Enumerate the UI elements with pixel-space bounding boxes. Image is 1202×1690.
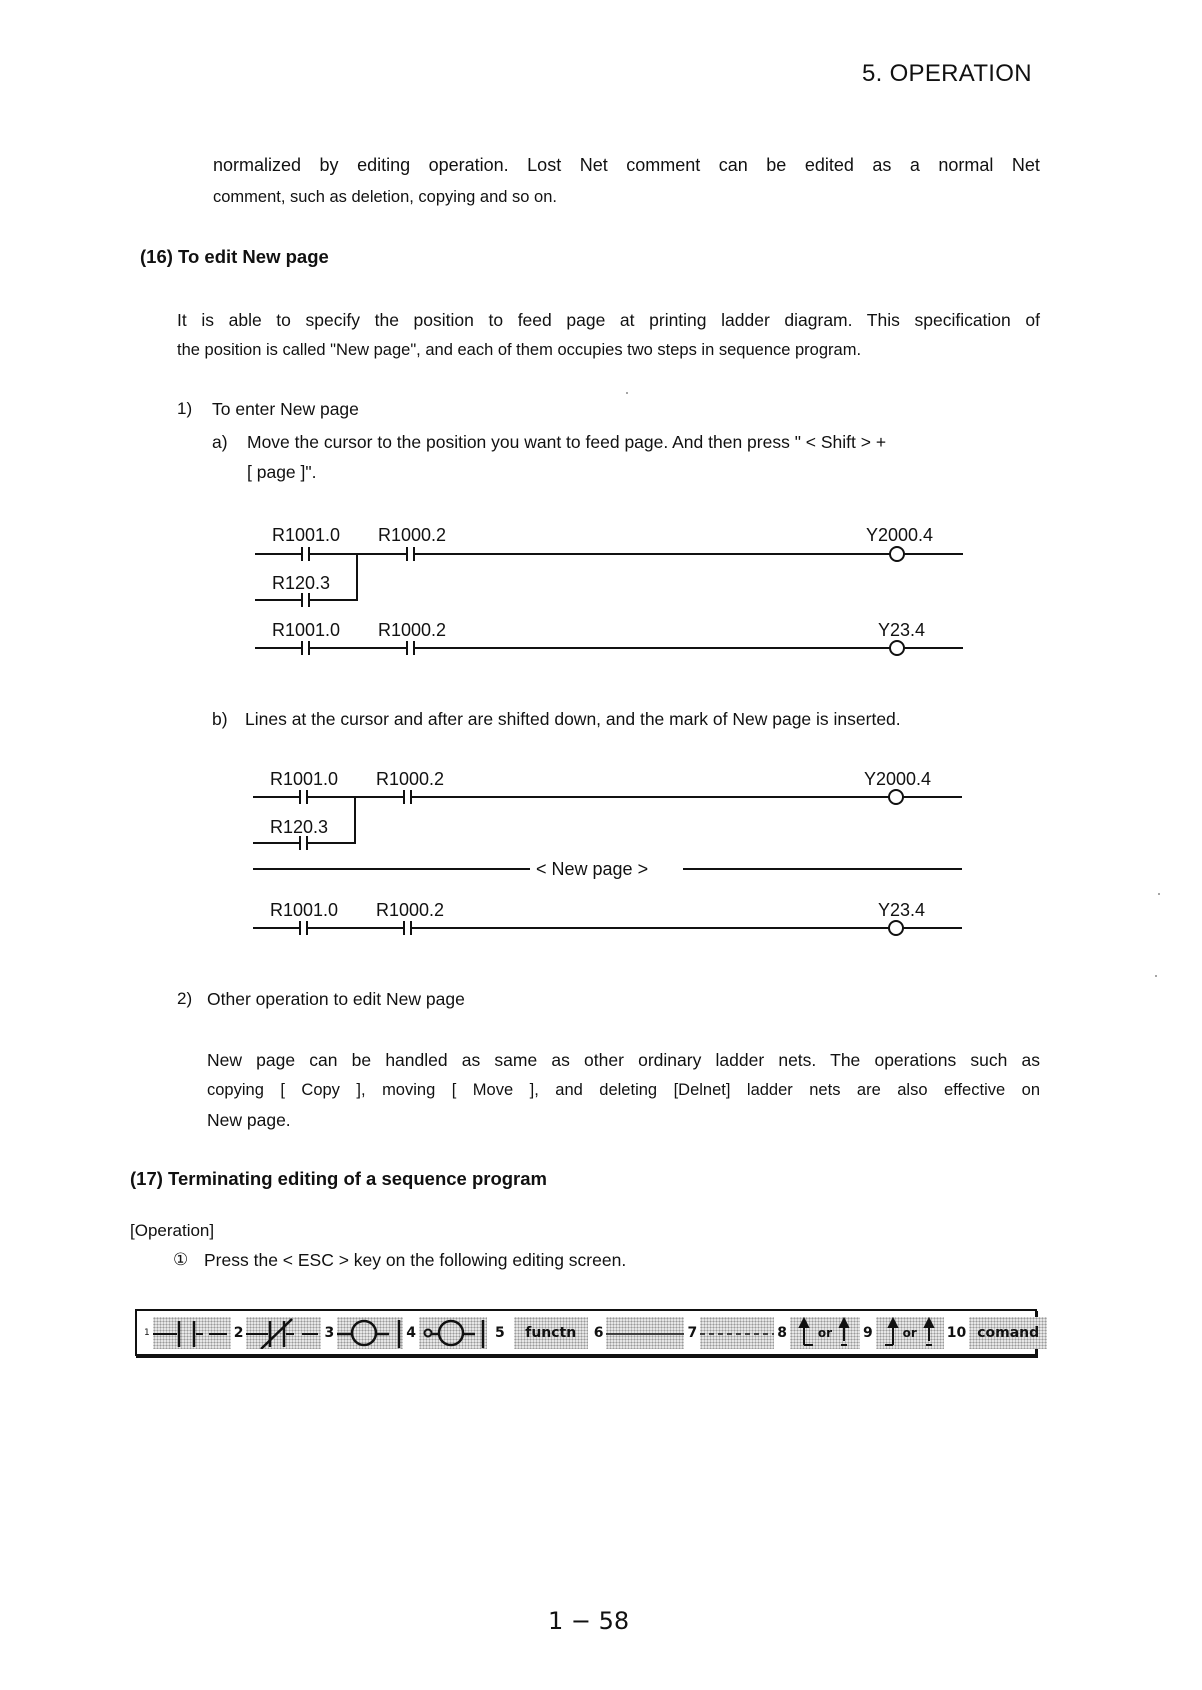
function-key-1[interactable] (141, 1311, 231, 1354)
contact-label: R1000.2 (376, 900, 445, 920)
vertical-line-down-icon (876, 1317, 944, 1349)
function-key-9[interactable] (860, 1311, 944, 1354)
intro-word: operation. (428, 155, 509, 175)
new-page-mark: < New page > (536, 859, 649, 879)
function-key-number: 8 (777, 1324, 787, 1341)
function-key-10[interactable] (944, 1311, 1047, 1354)
section-16-para-line-2: the position is called "New page", and each of them occupies two steps in sequence program. (177, 341, 862, 359)
function-key-number: 7 (687, 1324, 698, 1341)
function-key-label: functn (514, 1317, 588, 1349)
function-key-label: comand (969, 1317, 1047, 1349)
coil-icon (889, 790, 903, 804)
normally-open-contact-icon (153, 1317, 231, 1349)
intro-word: comment (626, 155, 701, 175)
contact-label: R1001.0 (270, 900, 339, 920)
step-1a-label: a) (212, 432, 228, 452)
intro-word: normalized (213, 155, 302, 175)
step-1b-label: b) (212, 709, 228, 729)
function-key-bar (135, 1309, 1040, 1356)
step-2-para-line-2: copying [ Copy ], moving [ Move ], and deleting [Delnet] ladder nets are also effective on (207, 1081, 1040, 1099)
step-1b-text: Lines at the cursor and after are shifted down, and the mark of New page is inserted. (245, 709, 901, 729)
step-marker: ① (173, 1250, 189, 1269)
function-key-number: 2 (233, 1324, 244, 1341)
normally-closed-contact-icon (246, 1317, 321, 1349)
function-key-5[interactable] (487, 1311, 588, 1354)
or-label: or (817, 1325, 833, 1340)
section-17-title: (17) Terminating editing of a sequence program (130, 1168, 547, 1189)
step-2-number: 2) (177, 989, 193, 1008)
intro-word: Net (579, 155, 608, 175)
function-key-number: 6 (593, 1324, 604, 1341)
coil-icon (889, 921, 903, 935)
intro-word: a (909, 155, 920, 175)
scan-speck (1155, 975, 1157, 977)
coil-label: Y23.4 (878, 620, 926, 640)
step-2-para-line-3: New page. (207, 1110, 291, 1130)
step-1a-line-1: Move the cursor to the position you want to feed page. And then press " < Shift > + (247, 432, 887, 452)
intro-word: can (718, 155, 748, 175)
negated-coil-icon (419, 1317, 487, 1349)
intro-word: Net (1011, 155, 1040, 175)
contact-label: R1001.0 (270, 769, 339, 789)
contact-label: R120.3 (270, 817, 329, 837)
contact-label: R1000.2 (378, 525, 447, 545)
contact-label: R1000.2 (376, 769, 445, 789)
function-key-number: 10 (946, 1324, 967, 1341)
intro-word: normal (938, 155, 994, 175)
coil-icon (337, 1317, 403, 1349)
section-16-title: (16) To edit New page (140, 246, 329, 267)
intro-word: as (872, 155, 892, 175)
contact-label: R1000.2 (378, 620, 447, 640)
intro-word: editing (357, 155, 411, 175)
intro-word: edited (804, 155, 854, 175)
scan-speck (626, 392, 628, 394)
function-key-number: 3 (324, 1324, 335, 1341)
function-key-4[interactable] (403, 1311, 487, 1354)
step-1-number: 1) (177, 399, 193, 418)
section-16-para-line-1: It is able to specify the position to feed page at printing ladder diagram. This specification of (177, 310, 1040, 330)
step-2-para-line-1: New page can be handled as same as other ordinary ladder nets. The operations such as (207, 1050, 1040, 1070)
function-key-number: 1 (144, 1327, 150, 1338)
intro-word: Lost (527, 155, 562, 175)
chapter-header: 5. OPERATION (862, 60, 1032, 87)
scan-speck (1158, 893, 1160, 895)
or-label: or (902, 1325, 917, 1340)
coil-label: Y23.4 (878, 900, 926, 920)
function-key-7[interactable] (684, 1311, 774, 1354)
intro-line-2: comment, such as deletion, copying and so on. (213, 188, 557, 206)
contact-label: R1001.0 (272, 620, 341, 640)
coil-label: Y2000.4 (864, 769, 932, 789)
horizontal-line-icon (606, 1317, 684, 1349)
function-key-number: 4 (406, 1324, 416, 1341)
dashed-line-icon (700, 1317, 774, 1349)
intro-word: be (766, 155, 787, 175)
function-key-number: 5 (494, 1324, 505, 1341)
coil-label: Y2000.4 (866, 525, 934, 545)
function-key-number: 9 (862, 1324, 873, 1341)
function-key-2[interactable] (231, 1311, 322, 1354)
operation-label: [Operation] (130, 1221, 215, 1240)
step-text: Press the < ESC > key on the following editing screen. (204, 1250, 627, 1270)
step-1a-line-2: [ page ]". (247, 462, 317, 482)
contact-label: R120.3 (272, 573, 331, 593)
function-key-8[interactable] (774, 1311, 860, 1354)
step-1-title: To enter New page (212, 399, 359, 419)
intro-word: by (319, 155, 339, 175)
contact-label: R1001.0 (272, 525, 341, 545)
function-key-6[interactable] (588, 1311, 685, 1354)
function-key-3[interactable] (321, 1311, 403, 1354)
step-2-title: Other operation to edit New page (207, 989, 465, 1009)
vertical-line-up-icon (790, 1317, 860, 1349)
page-number: 1 − 58 (548, 1607, 630, 1635)
